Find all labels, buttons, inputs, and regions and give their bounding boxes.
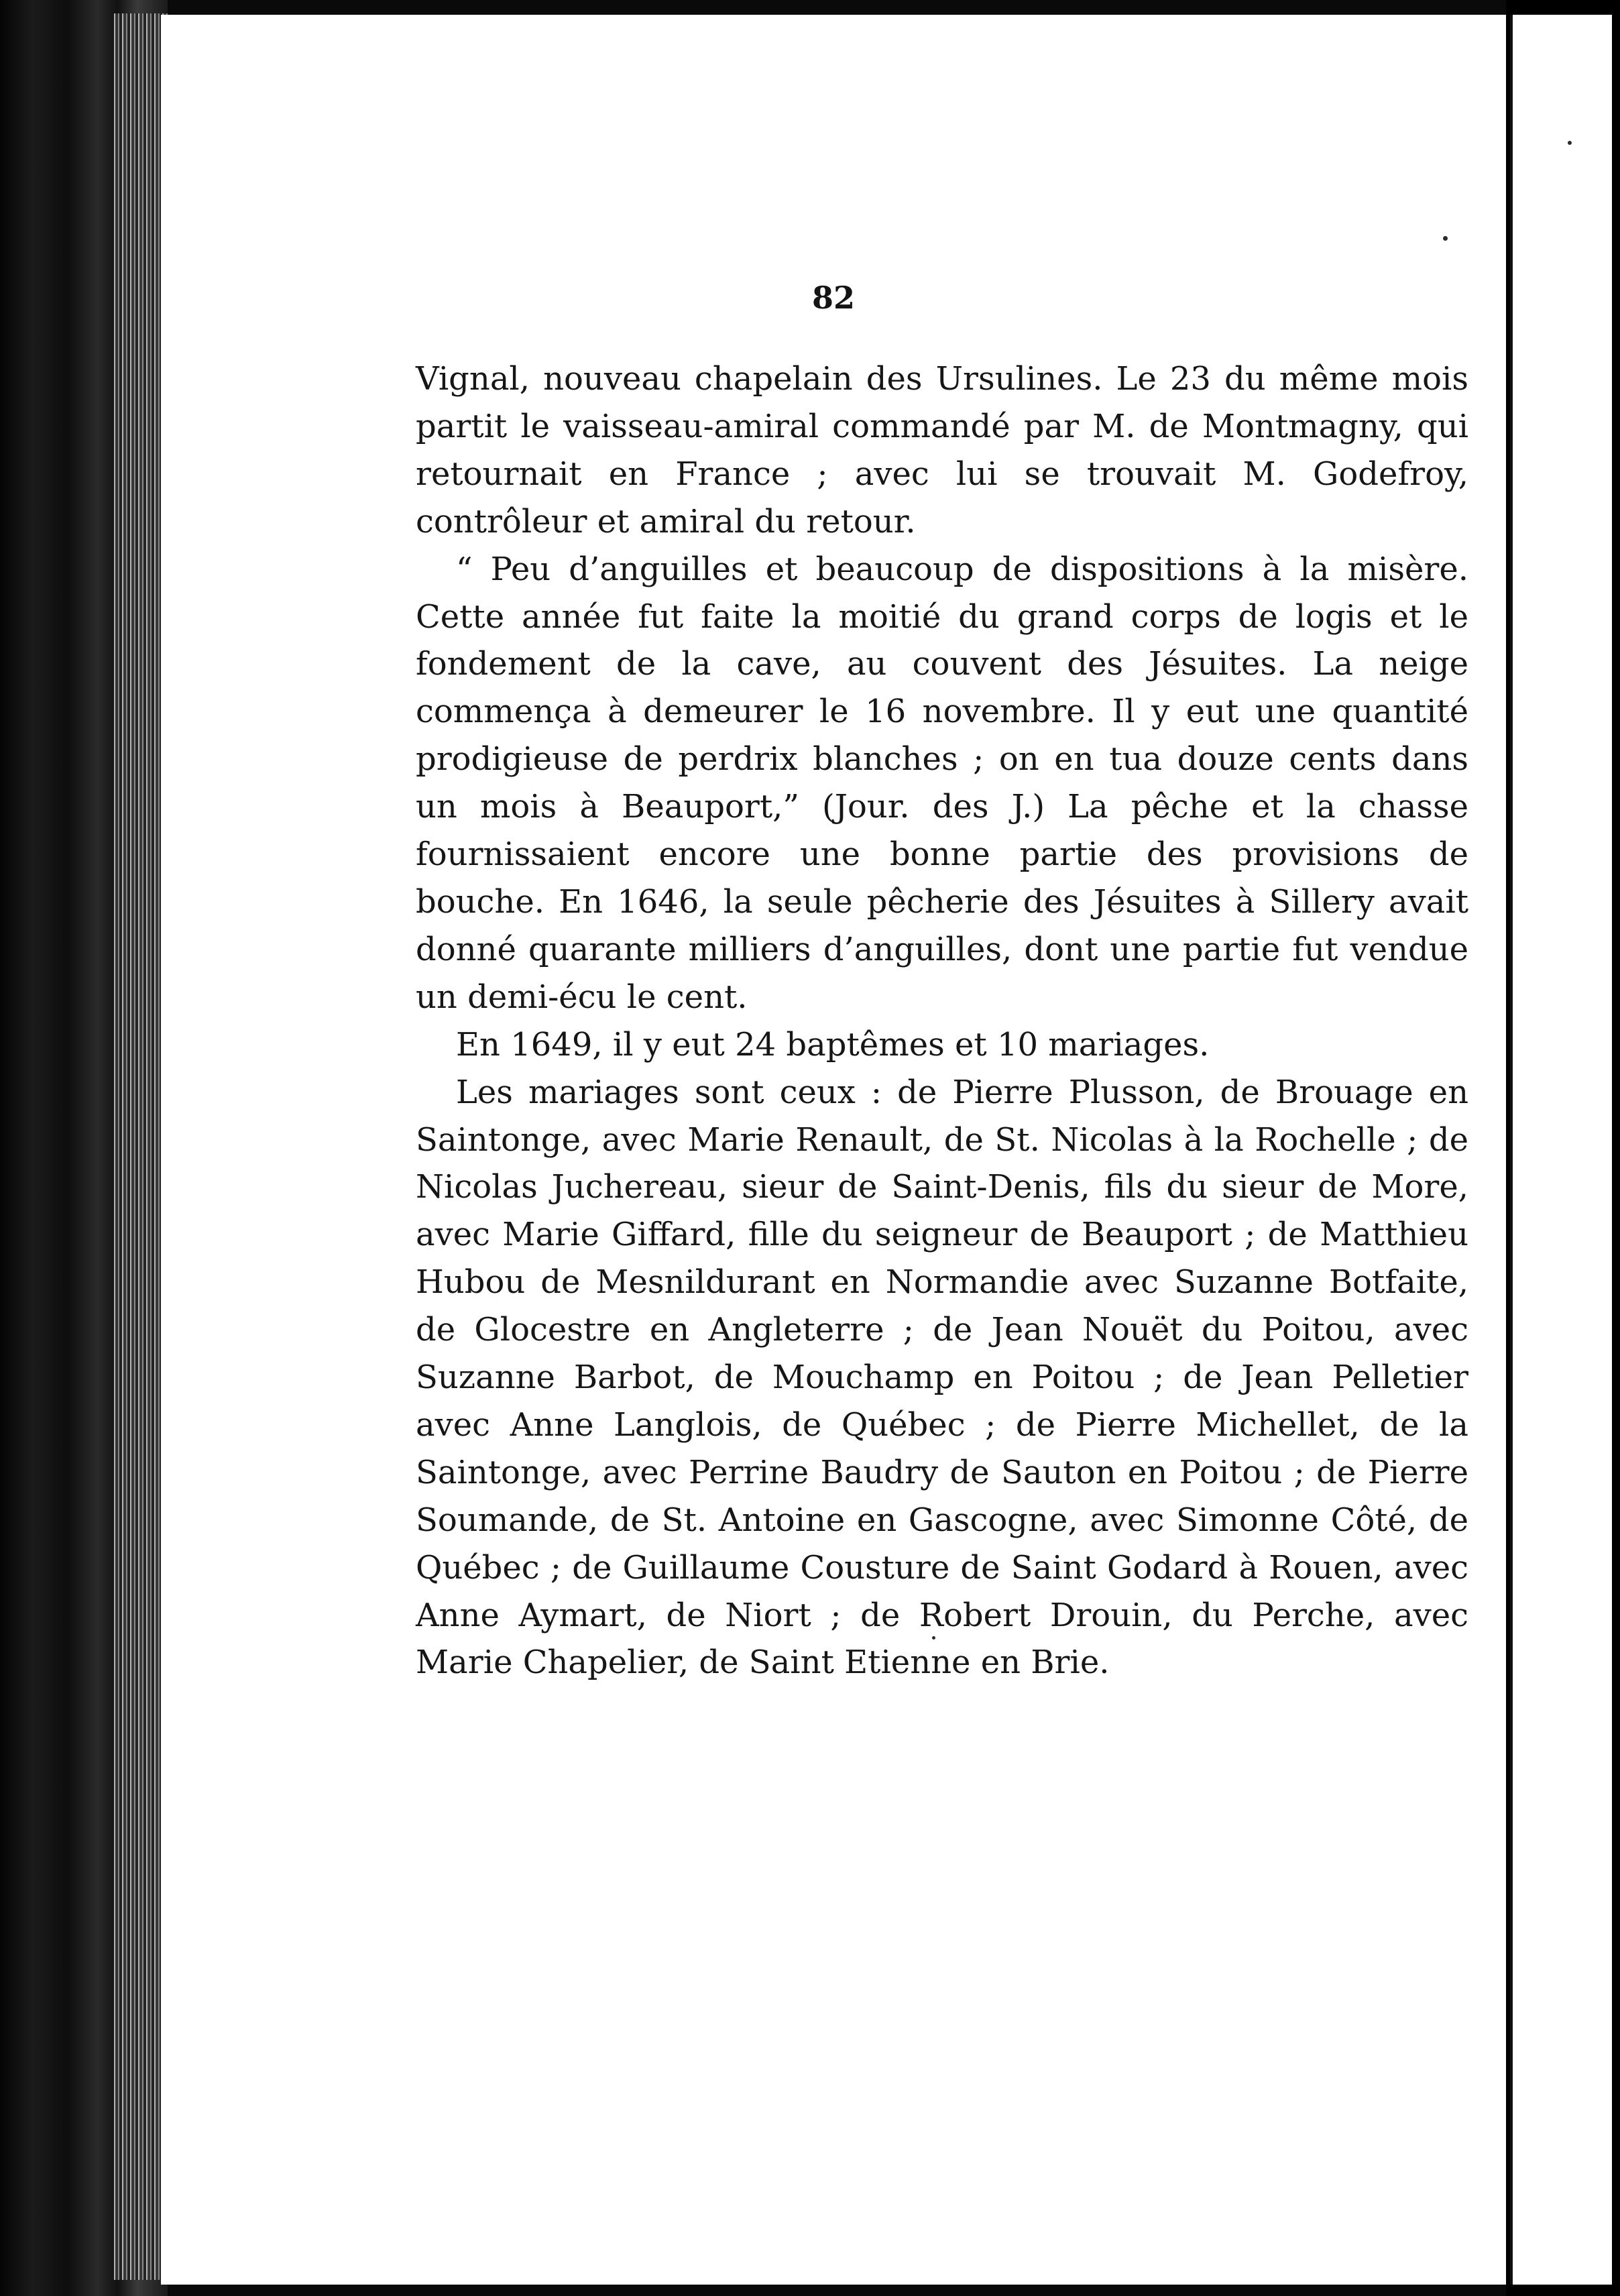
next-page-edge [1511,15,1612,2285]
body-text [416,355,1468,1686]
page-number: 82 [811,280,855,316]
scan-speck [1443,236,1448,241]
page-sheet [161,15,1506,2285]
paragraph-4: Les mariages sont ceux : de Pierre Plusson, de Brouage en Saintonge, avec Marie Renault, de St. Nicolas à la Rochelle ; de Nicolas Juchereau, sieur de Saint-Denis, fils du sieur de More, avec Marie Giffard, fille du seigneur de Beauport ; de Matthieu Hubou de Mesnildurant en Normandie avec Suzanne Botfaite, de Glocestre en Angleterre ; de Jean Nouët du Poitou, avec Suzanne Barbot, de Mouchamp en Poitou ; de Jean Pelletier avec Anne Langlois, de Québec ; de Pierre Michellet, de la Saintonge, avec Perrine Baudry de Sauton en Poitou ; de Pierre Soumande, de St. Antoine en Gascogne, avec Simonne Côté, de Québec ; de Guillaume Cousture de Saint Godard à Rouen, avec Anne Aymart, de Niort ; de Robert Drouin, du Perche, avec Marie Chapelier, de Saint Etienne en Brie. [416,1073,1468,1682]
paragraph-3: En 1649, il y eut 24 baptêmes et 10 mariages. [456,1025,1210,1064]
page-edges [114,13,168,2280]
paragraph-2: “ Peu d’anguilles et beaucoup de dispositions à la misère. Cette année fut faite la moitié du grand corps de logis et le fondement de la cave, au couvent des Jésuites. La neige commença à demeurer le 16 novembre. Il y eut une quantité prodigieuse de perdrix blanches ; on en tua douze cents dans un mois à Beauport,” (Jour. des J.) La pêche et la chasse fournissaient encore une bonne partie des provisions de bouche. En 1646, la seule pêcherie des Jésuites à Sillery avait donné quarante milliers d’anguilles, dont une partie fut vendue un demi-écu le cent. [416,550,1468,1016]
scan-speck [932,1636,935,1640]
scan-speck [1568,141,1572,145]
paragraph-1: Vignal, nouveau chapelain des Ursulines. Le 23 du même mois partit le vaisseau-amiral commandé par M. de Montmagny, qui retournait en France ; avec lui se trouvait M. Godefroy, contrôleur et amiral du retour. [416,360,1468,540]
page-gutter-line [1510,15,1513,2285]
